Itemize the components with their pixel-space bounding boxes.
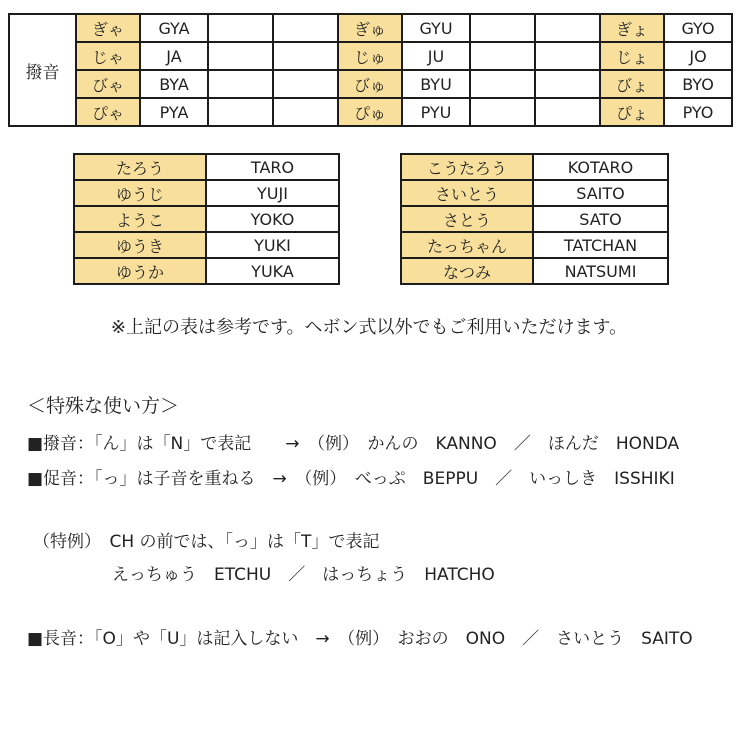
kana-cell: じゃ: [76, 42, 140, 70]
rule-hatsuon: ■撥音：「ん」は「N」で表記 → （例） かんの KANNO ／ ほんだ HONDA: [27, 434, 680, 454]
name-table-right: [400, 153, 669, 285]
romaji-cell: YUJI: [206, 180, 339, 206]
empty-cell: [208, 42, 273, 70]
romaji-cell: SATO: [533, 206, 668, 232]
romaji-cell: PYO: [664, 98, 732, 126]
empty-cell: [208, 98, 273, 126]
romaji-cell: YOKO: [206, 206, 339, 232]
kana-cell: ゆうか: [74, 258, 206, 284]
youon-row: [9, 70, 732, 98]
table-row: [74, 206, 339, 232]
empty-cell: [535, 98, 600, 126]
kana-cell: たっちゃん: [401, 232, 533, 258]
table-row: [401, 258, 668, 284]
kana-cell: ぴゃ: [76, 98, 140, 126]
kana-cell: さいとう: [401, 180, 533, 206]
kana-cell: ぎょ: [600, 14, 664, 42]
reference-note: ※上記の表は参考です。ヘボン式以外でもご利用いただけます。: [110, 317, 628, 338]
rule-sokuon: ■促音：「っ」は子音を重ねる → （例） べっぷ BEPPU ／ いっしき ISSHIKI: [27, 469, 675, 489]
empty-cell: [470, 70, 535, 98]
romaji-cell: JU: [402, 42, 470, 70]
kana-cell: じゅ: [338, 42, 402, 70]
kana-cell: ぎゅ: [338, 14, 402, 42]
special-usage-heading: ＜特殊な使い方＞: [27, 395, 180, 417]
empty-cell: [470, 14, 535, 42]
kana-cell: びゅ: [338, 70, 402, 98]
empty-cell: [470, 98, 535, 126]
romaji-cell: TATCHAN: [533, 232, 668, 258]
romaji-cell: GYA: [140, 14, 208, 42]
table-row: [401, 206, 668, 232]
romaji-cell: PYA: [140, 98, 208, 126]
romaji-cell: PYU: [402, 98, 470, 126]
table-row: [401, 232, 668, 258]
romaji-cell: SAITO: [533, 180, 668, 206]
romaji-cell: BYA: [140, 70, 208, 98]
kana-cell: なつみ: [401, 258, 533, 284]
special-case-label: （特例） CH の前では、「っ」は「T」で表記: [33, 532, 380, 552]
kana-cell: こうたろう: [401, 154, 533, 180]
romaji-cell: JO: [664, 42, 732, 70]
special-case-example: えっちゅう ETCHU ／ はっちょう HATCHO: [112, 565, 495, 585]
romaji-cell: BYO: [664, 70, 732, 98]
kana-cell: びょ: [600, 70, 664, 98]
romaji-cell: KOTARO: [533, 154, 668, 180]
empty-cell: [273, 42, 338, 70]
kana-cell: じょ: [600, 42, 664, 70]
romaji-cell: YUKA: [206, 258, 339, 284]
romaji-cell: BYU: [402, 70, 470, 98]
empty-cell: [273, 14, 338, 42]
empty-cell: [273, 70, 338, 98]
youon-table: [8, 13, 733, 127]
rule-choon: ■長音：「O」や「U」は記入しない → （例） おおの ONO ／ さいとう SAITO: [27, 629, 693, 649]
kana-cell: ぴゅ: [338, 98, 402, 126]
kana-cell: たろう: [74, 154, 206, 180]
table-row: [74, 154, 339, 180]
table-row: [401, 154, 668, 180]
kana-cell: ゆうじ: [74, 180, 206, 206]
empty-cell: [535, 14, 600, 42]
kana-cell: ぎゃ: [76, 14, 140, 42]
empty-cell: [273, 98, 338, 126]
kana-cell: びゃ: [76, 70, 140, 98]
romaji-cell: NATSUMI: [533, 258, 668, 284]
youon-row: [9, 42, 732, 70]
kana-cell: ようこ: [74, 206, 206, 232]
empty-cell: [208, 70, 273, 98]
empty-cell: [208, 14, 273, 42]
name-table-left: [73, 153, 340, 285]
romaji-cell: YUKI: [206, 232, 339, 258]
romaji-cell: GYO: [664, 14, 732, 42]
table-row: [74, 258, 339, 284]
table-row: [74, 180, 339, 206]
table-row: [401, 180, 668, 206]
kana-cell: ぴょ: [600, 98, 664, 126]
kana-cell: ゆうき: [74, 232, 206, 258]
romaji-cell: TARO: [206, 154, 339, 180]
empty-cell: [535, 70, 600, 98]
youon-row: [9, 98, 732, 126]
romaji-cell: GYU: [402, 14, 470, 42]
table-row: [74, 232, 339, 258]
romaji-cell: JA: [140, 42, 208, 70]
youon-row: [9, 14, 732, 42]
kana-cell: さとう: [401, 206, 533, 232]
empty-cell: [470, 42, 535, 70]
empty-cell: [535, 42, 600, 70]
youon-row-label: 撥音: [9, 14, 76, 126]
